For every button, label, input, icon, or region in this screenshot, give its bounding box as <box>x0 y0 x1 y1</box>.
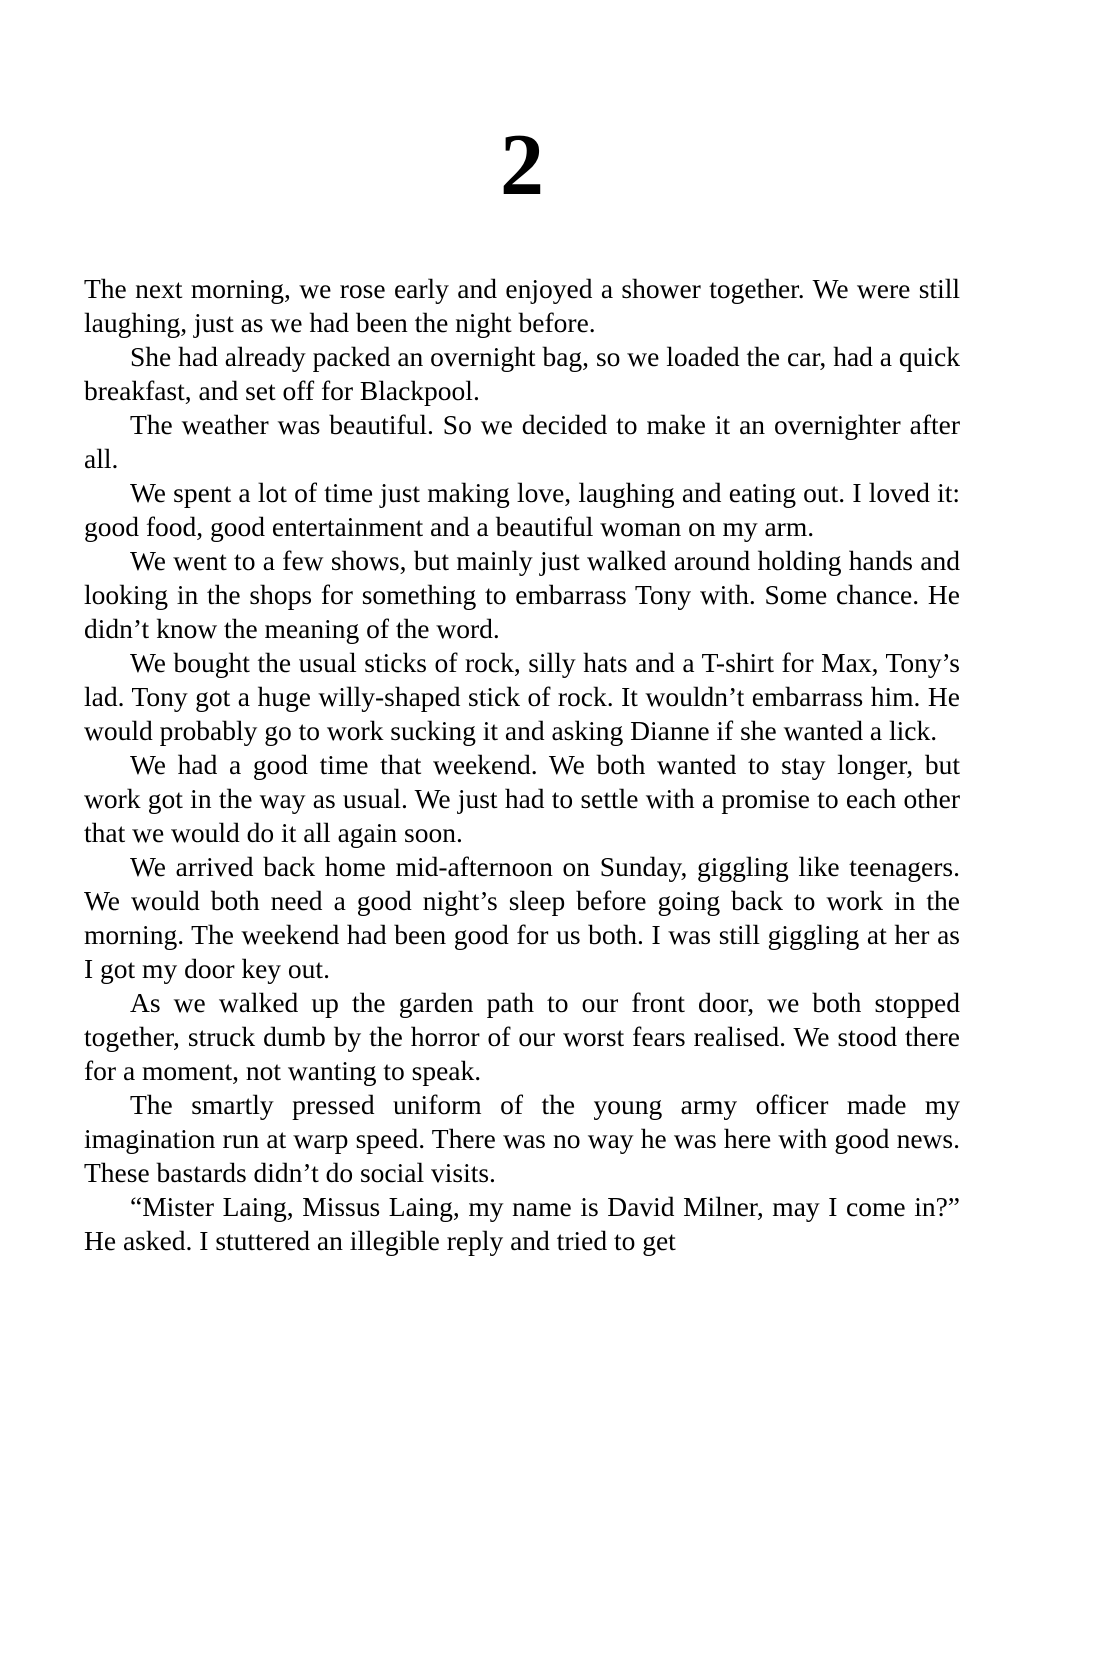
paragraph: The next morning, we rose early and enjoyed a shower together. We were still laughing, just as we had been the night before. <box>84 273 960 338</box>
paragraph: As we walked up the garden path to our front door, we both stopped together, struck dumb by the horror of our worst fears realised. We stood there for a moment, not wanting to speak. <box>84 987 960 1086</box>
paragraph: The smartly pressed uniform of the young army officer made my imagination run at warp speed. There was no way he was here with good news. These bastards didn’t do social visits. <box>84 1089 960 1188</box>
chapter-number-heading: 2 <box>500 117 544 214</box>
paragraph: The weather was beautiful. So we decided to make it an overnighter after all. <box>84 409 960 474</box>
body-text-block <box>84 272 960 1258</box>
paragraph: She had already packed an overnight bag, so we loaded the car, had a quick breakfast, and set off for Blackpool. <box>84 341 960 406</box>
paragraph: We went to a few shows, but mainly just walked around holding hands and looking in the shops for something to embarrass Tony with. Some chance. He didn’t know the meaning of the word. <box>84 545 960 644</box>
paragraph: We arrived back home mid-afternoon on Sunday, giggling like teenagers. We would both need a good night’s sleep before going back to work in the morning. The weekend had been good for us both. I was still giggling at her as I got my door key out. <box>84 851 960 984</box>
page-content <box>84 0 960 1258</box>
paragraph: We spent a lot of time just making love, laughing and eating out. I loved it: good food, good entertainment and a beautiful woman on my arm. <box>84 477 960 542</box>
paragraph: “Mister Laing, Missus Laing, my name is David Milner, may I come in?” He asked. I stuttered an illegible reply and tried to get <box>84 1191 960 1256</box>
paragraph: We had a good time that weekend. We both wanted to stay longer, but work got in the way as usual. We just had to settle with a promise to each other that we would do it all again soon. <box>84 749 960 848</box>
paragraph: We bought the usual sticks of rock, silly hats and a T-shirt for Max, Tony’s lad. Tony got a huge willy-shaped stick of rock. It wouldn’t embarrass him. He would probably go to work sucking it and asking Dianne if she wanted a lick. <box>84 647 960 746</box>
